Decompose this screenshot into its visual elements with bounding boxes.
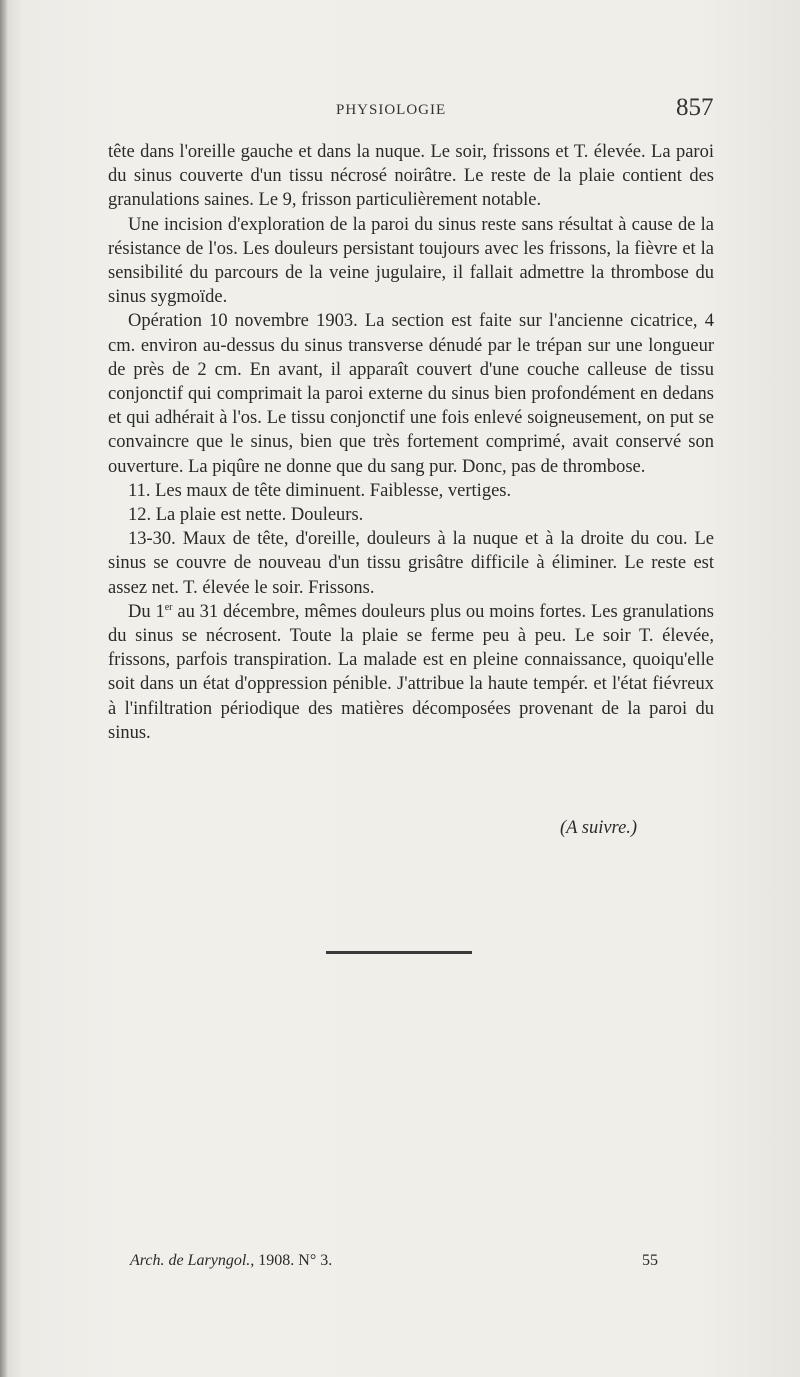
paragraph-7 [108, 600, 714, 745]
paragraph-7-superscript: er [164, 601, 173, 613]
paragraph-7-rest: au 31 décembre, mêmes douleurs plus ou moins fortes. Les granulations du sinus se nécrosent. Toute la plaie se ferme peu à peu. Le soir T. élevée, frissons, parfois transpiration. La malade est en pleine connaissance, quoiqu'elle soit dans un état d'oppression pénible. J'attribue la haute tempér. et l'état fiévreux à l'infiltration périodique des matières décomposées provenant de la paroi du sinus. [108, 601, 714, 743]
footer-issue: 1908. N° 3. [254, 1252, 333, 1269]
paragraph-5: 12. La plaie est nette. Douleurs. [128, 505, 364, 526]
footer-signature [130, 1252, 332, 1270]
page-number: 857 [676, 94, 714, 121]
body-text [108, 140, 714, 745]
footer-sheet-number: 55 [642, 1252, 658, 1269]
footer-journal: Arch. de Laryngol., [130, 1252, 255, 1269]
paragraph-6: 13-30. Maux de tête, d'oreille, douleurs à la nuque et à la droite du cou. Le sinus se couvre de nouveau d'un tissu grisâtre difficile à éliminer. Le reste est assez net. T. élevée le soir. Frissons. [108, 529, 714, 598]
paragraph-2: Une incision d'exploration de la paroi du sinus reste sans résultat à cause de la résistance de l'os. Les douleurs persistant toujours avec les frissons, la fièvre et la sensibilité du parcours de la veine jugulaire, il fallait admettre la thrombose du sinus sygmoïde. [108, 214, 714, 308]
paragraph-4: 11. Les maux de tête diminuent. Faiblesse, vertiges. [128, 480, 512, 501]
running-title: PHYSIOLOGIE [336, 102, 447, 118]
page-binding-edge [0, 0, 8, 1377]
section-rule [326, 951, 472, 954]
page-header [0, 94, 800, 124]
paragraph-1: tête dans l'oreille gauche et dans la nuque. Le soir, frissons et T. élevée. La paroi du sinus couverte d'un tissu nécrosé noirâtre. Le reste de la plaie contient des granulations saines. Le 9, frisson particulièrement notable. [108, 142, 714, 211]
continuation-note: (A suivre.) [560, 818, 638, 838]
paragraph-3: Opération 10 novembre 1903. La section est faite sur l'ancienne cicatrice, 4 cm. environ au-dessus du sinus transverse dénudé par le trépan sur une longueur de près de 2 cm. En avant, il apparaît couvert d'une couche calleuse de tissu conjonctif qui comprimait la paroi externe du sinus bien profondément en dedans et qui adhérait à l'os. Le tissu conjonctif une fois enlevé soigneusement, on put se convaincre que le sinus, bien que très fortement comprimé, avait conservé son ouverture. La piqûre ne donne que du sang pur. Donc, pas de thrombose. [108, 311, 714, 477]
paragraph-7-prefix: Du 1 [128, 601, 165, 622]
